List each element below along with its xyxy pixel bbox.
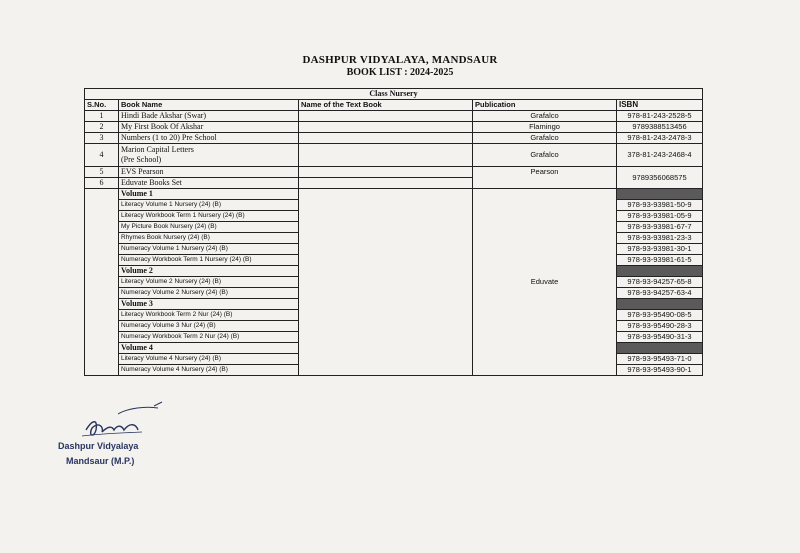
- book-list-title: BOOK LIST : 2024-2025: [346, 67, 454, 78]
- isbn: 978-93-94257-65-8: [617, 277, 703, 288]
- text-book: [299, 111, 473, 122]
- book-name: Eduvate Books Set: [119, 178, 299, 189]
- volume-title: Volume 4: [119, 343, 299, 354]
- isbn: 978-93-93981-61-5: [617, 255, 703, 266]
- text-book: [299, 178, 473, 189]
- isbn: 978-81-243-2478-3: [617, 133, 703, 144]
- isbn: 978-93-94257-63-4: [617, 288, 703, 299]
- sno: 5: [85, 167, 119, 178]
- isbn: 978-81-243-2528-5: [617, 111, 703, 122]
- book-name: [119, 144, 299, 167]
- isbn-shaded: [617, 343, 703, 354]
- isbn-shaded: [617, 266, 703, 277]
- isbn-shaded: [617, 189, 703, 200]
- item-name: Numeracy Volume 2 Nursery (24) (B): [119, 288, 299, 299]
- publication: Grafalco: [473, 133, 617, 144]
- book-name: Hindi Bade Akshar (Swar): [119, 111, 299, 122]
- item-name: Literacy Volume 4 Nursery (24) (B): [119, 354, 299, 365]
- text-book-blank: [299, 189, 473, 376]
- sno: 3: [85, 133, 119, 144]
- table-row: [85, 122, 703, 133]
- stamp-line1: Dashpur Vidyalaya: [58, 441, 139, 451]
- table-row: [85, 167, 703, 178]
- item-name: Numeracy Workbook Term 1 Nursery (24) (B): [119, 255, 299, 266]
- book-name: EVS Pearson: [119, 167, 299, 178]
- isbn: 378-81-243-2468-4: [617, 144, 703, 167]
- col-publication: Publication: [473, 100, 617, 111]
- item-name: Literacy Volume 1 Nursery (24) (B): [119, 200, 299, 211]
- isbn: 9789356068575: [617, 167, 703, 189]
- isbn: 978-93-93981-50-9: [617, 200, 703, 211]
- volume-title: Volume 1: [119, 189, 299, 200]
- table-row: [85, 133, 703, 144]
- item-name: Literacy Workbook Term 2 Nur (24) (B): [119, 310, 299, 321]
- isbn: 978-93-93981-30-1: [617, 244, 703, 255]
- text-book: [299, 122, 473, 133]
- publication: Grafalco: [473, 144, 617, 167]
- sno: 6: [85, 178, 119, 189]
- publication: Pearson: [473, 167, 617, 189]
- volume-title: Volume 2: [119, 266, 299, 277]
- item-name: My Picture Book Nursery (24) (B): [119, 222, 299, 233]
- text-book: [299, 133, 473, 144]
- eduvate-publication: Eduvate: [473, 189, 617, 376]
- book-name: My First Book Of Akshar: [119, 122, 299, 133]
- isbn: 978-93-93981-67-7: [617, 222, 703, 233]
- isbn: 978-93-93981-05-9: [617, 211, 703, 222]
- table-row: [85, 144, 703, 167]
- isbn: 978-93-95493-71-0: [617, 354, 703, 365]
- item-name: Numeracy Volume 4 Nursery (24) (B): [119, 365, 299, 376]
- col-book-name: Book Name: [119, 100, 299, 111]
- publication: Flamingo: [473, 122, 617, 133]
- sno: 2: [85, 122, 119, 133]
- book-list-table: [84, 88, 702, 376]
- school-name: DASHPUR VIDYALAYA, MANDSAUR: [302, 54, 498, 66]
- isbn: 978-93-95493-90-1: [617, 365, 703, 376]
- publication: Grafalco: [473, 111, 617, 122]
- stamp-line2: Mandsaur (M.P.): [66, 456, 135, 466]
- book-name-line2: (Pre School): [121, 155, 162, 164]
- item-name: Literacy Workbook Term 1 Nursery (24) (B): [119, 211, 299, 222]
- item-name: Numeracy Volume 3 Nur (24) (B): [119, 321, 299, 332]
- book-name: Numbers (1 to 20) Pre School: [119, 133, 299, 144]
- text-book: [299, 167, 473, 178]
- col-isbn: ISBN: [617, 100, 703, 111]
- col-sno: S.No.: [85, 100, 119, 111]
- isbn: 978-93-95490-31-3: [617, 332, 703, 343]
- isbn: 978-93-95490-08-5: [617, 310, 703, 321]
- item-name: Rhymes Book Nursery (24) (B): [119, 233, 299, 244]
- volume-row: [85, 189, 703, 200]
- header-row: [85, 100, 703, 111]
- col-text-book: Name of the Text Book: [299, 100, 473, 111]
- isbn-shaded: [617, 299, 703, 310]
- isbn: 9789388513456: [617, 122, 703, 133]
- item-name: Literacy Volume 2 Nursery (24) (B): [119, 277, 299, 288]
- isbn: 978-93-95490-28-3: [617, 321, 703, 332]
- volume-title: Volume 3: [119, 299, 299, 310]
- isbn: 978-93-93981-23-3: [617, 233, 703, 244]
- text-book: [299, 144, 473, 167]
- book-name-line1: Marion Capital Letters: [121, 145, 194, 154]
- item-name: Numeracy Volume 1 Nursery (24) (B): [119, 244, 299, 255]
- class-title: Class Nursery: [85, 89, 703, 100]
- sno: 4: [85, 144, 119, 167]
- sno: 1: [85, 111, 119, 122]
- table-row: [85, 111, 703, 122]
- sno-blank: [85, 189, 119, 376]
- item-name: Numeracy Workbook Term 2 Nur (24) (B): [119, 332, 299, 343]
